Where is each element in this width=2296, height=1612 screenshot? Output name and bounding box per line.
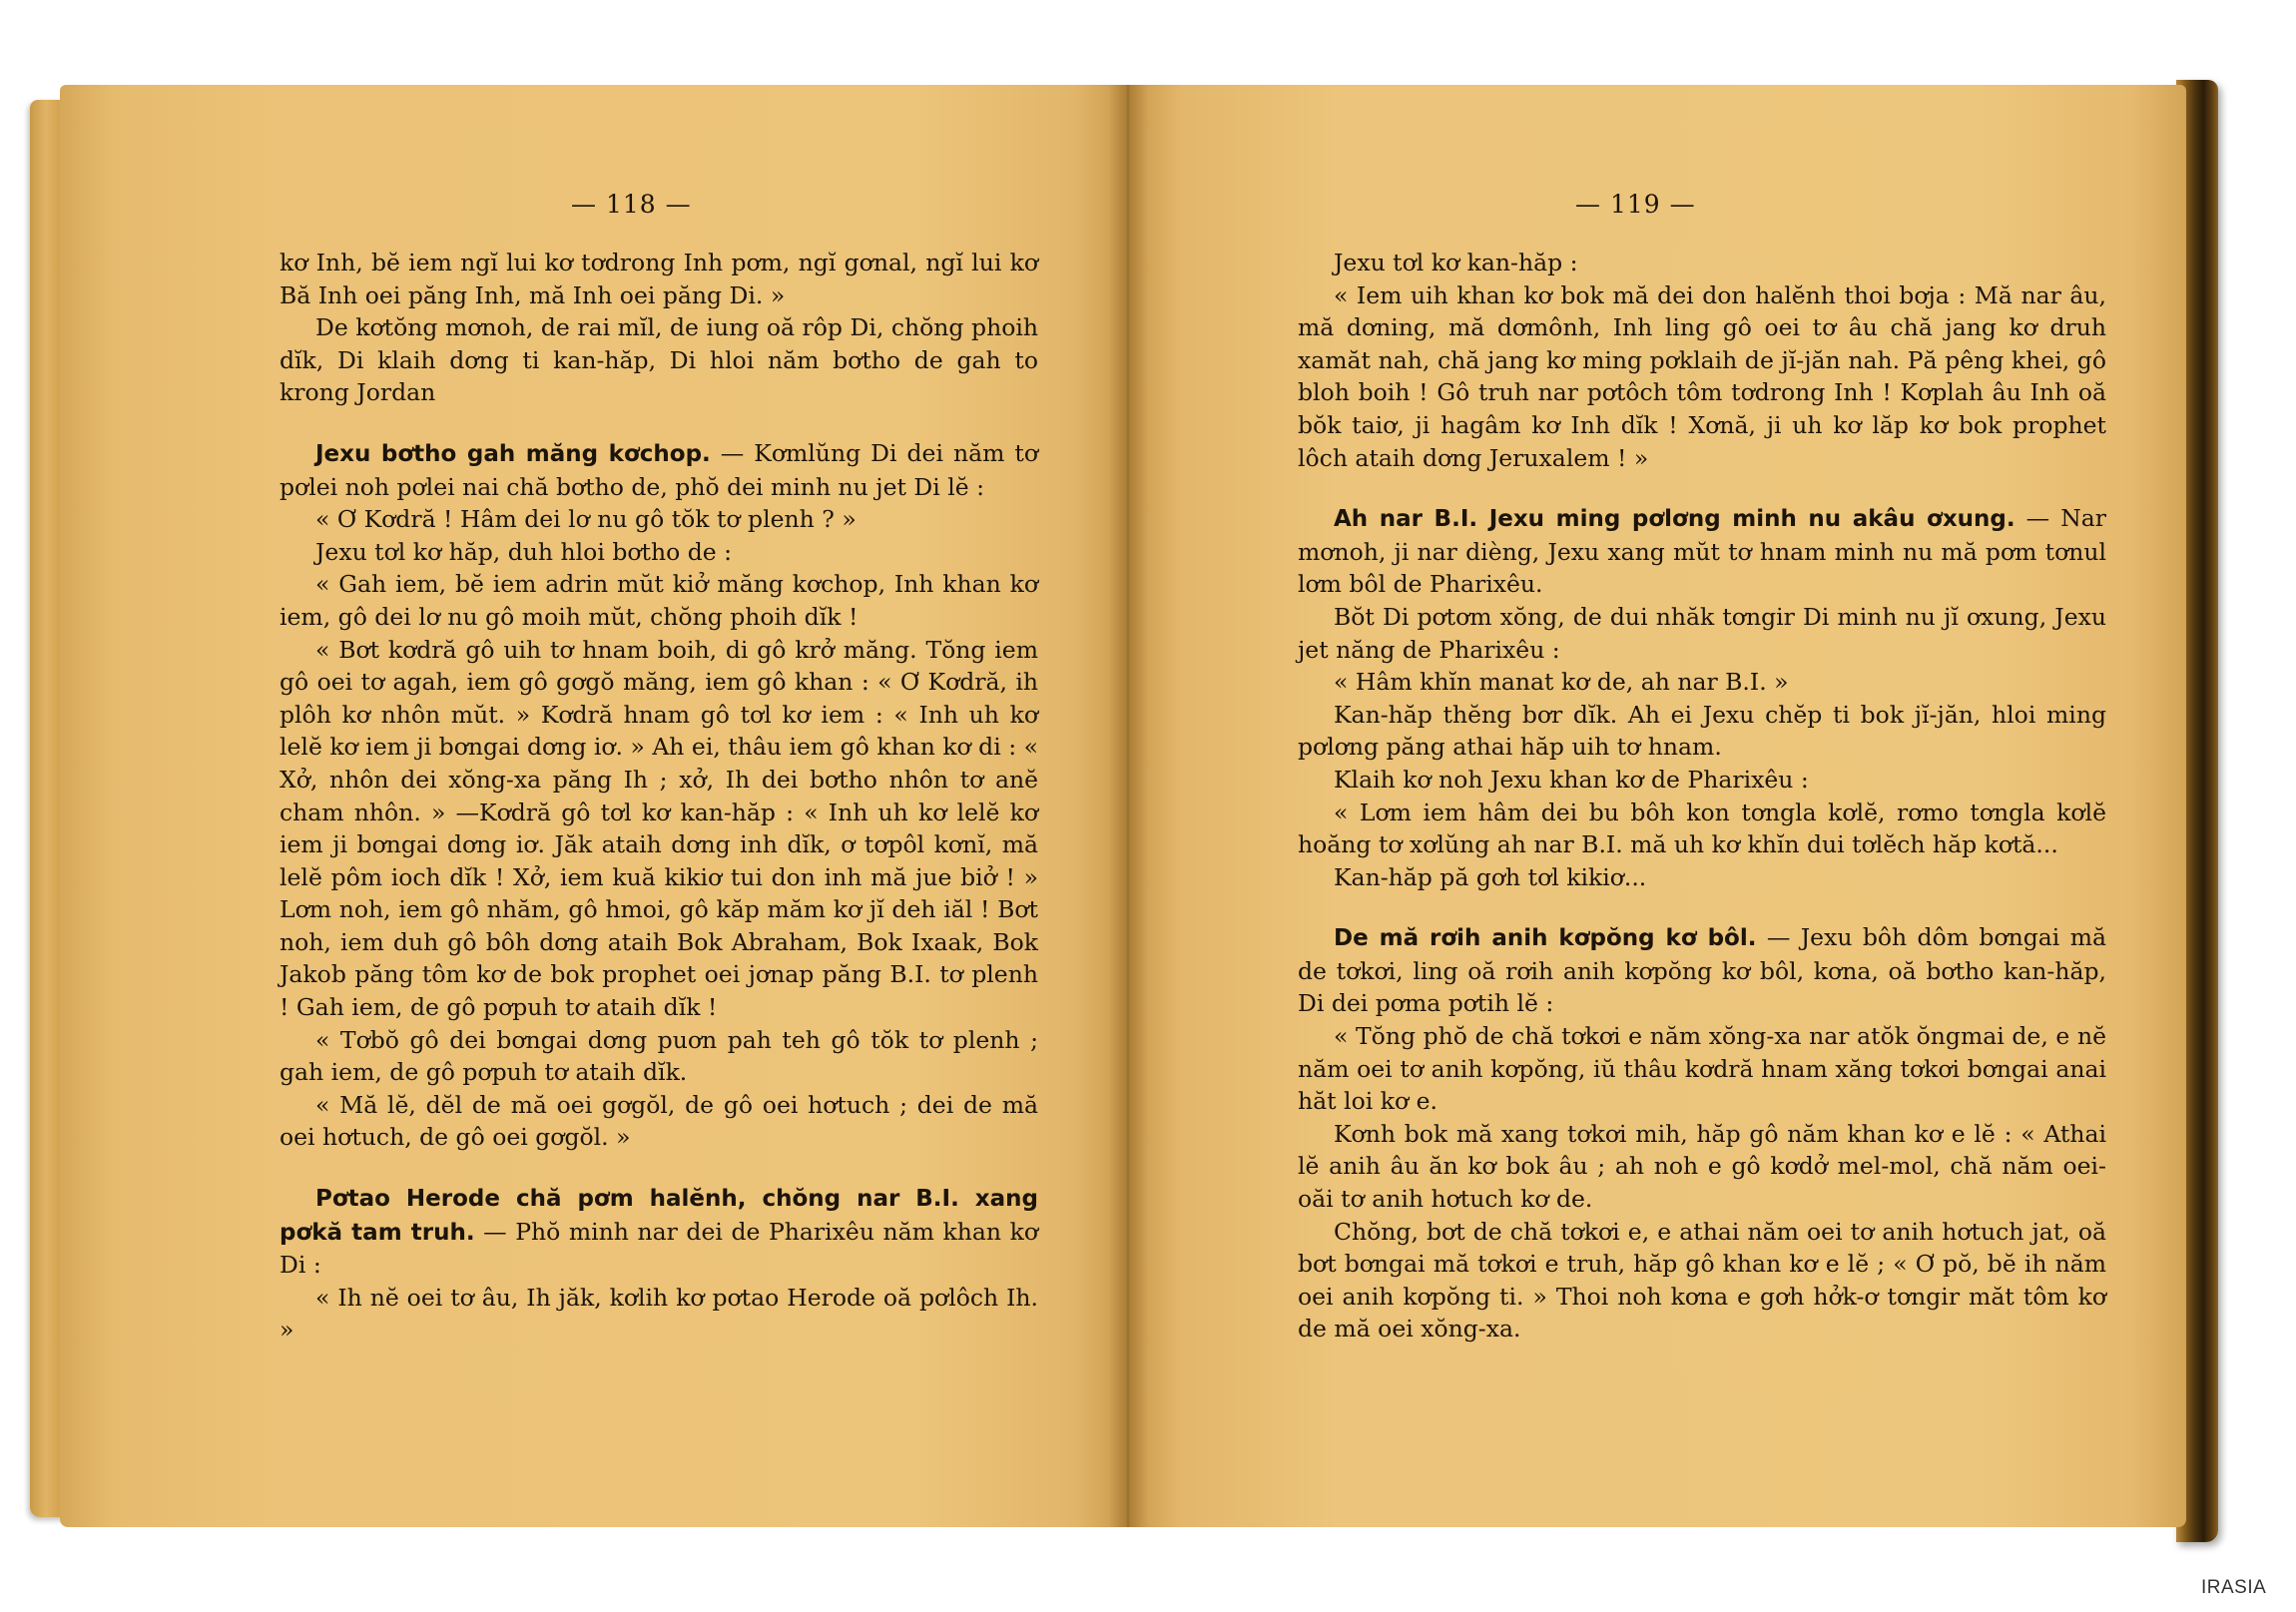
paragraph-text: Kan-hăp pă gơh tơl kikiơ... [1334,862,1647,891]
paragraph-text: « Ih nĕ oei tơ âu, Ih jăk, kơlih kơ pơtao Herode oă pơlôch Ih. » [280,1283,1038,1344]
paragraph [1298,1118,2106,1216]
paragraph-text: — Phŏ minh nar dei de Pharixêu năm khan kơ Di : [280,1217,1038,1280]
paragraph-text: — Jexu bôh dôm bơngai mă de tơkơi, ling oă rơih anih kơpŏng kơ bôl, kơna, oă bơtho kan-hăp, Di dei pơma pơtih lĕ : [1298,923,2106,1018]
right-page [1128,85,2186,1527]
paragraph-text: « Tơbŏ gô dei bơngai dơng puơn pah teh gô tŏk tơ plenh ; gah iem, de gô pơpuh tơ ataih dĭk. [280,1025,1038,1087]
paragraph [280,1089,1038,1154]
paragraph [1298,699,2106,764]
watermark: IRASIA [2201,1577,2267,1598]
paragraph [1298,1216,2106,1345]
section-paragraph [280,1182,1038,1282]
paragraph [1298,247,2106,279]
paragraph [280,1282,1038,1346]
paragraph [1298,1020,2106,1118]
paragraph [280,536,1038,569]
right-page-text [1298,247,2106,1345]
paragraph-text: kơ Inh, bĕ iem ngĭ lui kơ tơdrong Inh pơm, ngĭ gơnal, ngĭ lui kơ Bă Inh oei păng Inh, mă Inh oei păng Di. » [280,249,1038,309]
paragraph-text: Kan-hăp thĕng bơr dĭk. Ah ei Jexu chĕp ti bok jĭ-jăn, hloi ming pơlơng păng athai hăp uih tơ hnam. [1298,700,2106,762]
section-paragraph [280,437,1038,503]
paragraph-text: — Nar mơnoh, ji nar dièng, Jexu xang mŭt tơ hnam minh nu mă pơm tơnul lơm bôl de Pharixêu. [1298,504,2107,599]
paragraph-text: « Iem uih khan kơ bok mă dei don halĕnh thoi bơja : Mă nar âu, mă dơning, mă dơmônh, Inh ling gô oei tơ âu chă jang kơ druh xamăt nah, chă jang kơ ming pơklaih de jĭ-jăn nah. Pă pêng khei, gô bloh boih ! Gô truh nar pơtôch tôm tơdrong Inh ! Kơplah âu Inh oă bŏk taiơ, ji hagâm kơ Inh dĭk ! Xơnă, ji uh kơ lăp kơ bok prophet lôch ataih dơng Jeruxalem ! » [1298,280,2106,472]
paragraph-text: Bŏt Di pơtơm xŏng, de dui nhăk tơngir Di minh nu jĭ ơxung, Jexu jet năng de Pharixêu : [1298,602,2106,664]
paragraph-text: Klaih kơ noh Jexu khan kơ de Pharixêu : [1334,765,1809,794]
paragraph [280,311,1038,409]
section-heading: Ah nar B.I. Jexu ming pơlơng minh nu akâu ơxung. [1334,506,2015,533]
paragraph-text: « Lơm iem hâm dei bu bôh kon tơngla kơlĕ, rơmo tơngla kơlĕ hoăng tơ xơlŭng ah nar B.I. mă uh kơ khĭn dui tơlĕch hăp kơtă... [1298,798,2106,859]
left-page-text [280,247,1038,1346]
paragraph-text: « Gah iem, bĕ iem adrin mŭt kiở măng kơchop, Inh khan kơ iem, gô dei lơ nu gô moih mŭt, chŏng phoih dĭk ! [280,570,1038,631]
paragraph-text: « Mă lĕ, dĕl de mă oei gơgŏl, de gô oei hơtuch ; dei de mă oei hơtuch, de gô oei gơgŏl. » [280,1090,1038,1152]
section-heading: Pơtao Herode chă pơm halĕnh, chŏng nar B.I. xang pơkă tam truh. [280,1186,1038,1246]
paragraph [280,247,1038,311]
paragraph [280,503,1038,536]
paragraph [280,634,1038,1024]
paragraph [1298,797,2106,861]
page-number-left: — 118 — [571,190,692,219]
paragraph-text: Kơnh bok mă xang tơkơi mih, hăp gô năm khan kơ e lĕ : « Athai lĕ anih âu ăn kơ bok âu ; ah noh e gô kơdở mel-mol, chă năm oei-oăi tơ anih hơtuch kơ de. [1298,1119,2106,1214]
paragraph-text: De kơtŏng mơnoh, de rai mĭl, de iung oă rôp Di, chŏng phoih dĭk, Di klaih dơng ti kan-hăp, Di hloi năm bơtho de gah to krong Jordan [280,313,1038,407]
paragraph [280,568,1038,633]
paragraph-text: « Ơ Kơdră ! Hâm dei lơ nu gô tŏk tơ plenh ? » [315,505,857,534]
paragraph [1298,764,2106,797]
section-paragraph [1298,502,2106,601]
section-heading: Jexu bơtho gah măng kơchop. [315,440,711,467]
paragraph-text: « Hâm khĭn manat kơ de, ah nar B.I. » [1334,668,1789,697]
paragraph [1298,279,2106,475]
paragraph [1298,861,2106,894]
page-number-right: — 119 — [1575,190,1696,219]
paragraph [1298,601,2106,666]
paragraph-text: Jexu tơl kơ hăp, duh hloi bơtho de : [315,537,733,566]
paragraph-text: « Bơt kơdră gô uih tơ hnam boih, di gô krở măng. Tŏng iem gô oei tơ agah, iem gô gơgŏ măng, iem gô khan : « Ơ Kơdră, ih plôh kơ nhôn mŭt. » Kơdră hnam gô tơl kơ iem : « Inh uh kơ lelĕ kơ iem ji bơngai dơng iơ. » Ah ei, thâu iem gô khan kơ di : « Xở, nhôn dei xŏng-xa păng Ih ; xở, Ih dei bơtho nhôn tơ anĕ cham nhôn. » —Kơdră gô tơl kơ kan-hăp : « Inh uh kơ lelĕ kơ iem ji bơngai dơng iơ. Jăk ataih dơng inh dĭk, ơ tơpôl kơnĭ, mă lelĕ pôm ioch dĭk ! Xở, iem kuă kikiơ tui don inh mă jue biở ! » Lơm noh, iem gô nhăm, gô hmoi, gô kăp măm kơ jĭ deh iăl ! Bơt noh, iem duh gô bôh dơng ataih Bok Abraham, Bok Ixaak, Bok Jakob păng tôm kơ de bok prophet oei jơnap păng B.I. tơ plenh ! Gah iem, de gô pơpuh tơ ataih dĭk ! [280,635,1038,1022]
paragraph-text: Jexu tơl kơ kan-hăp : [1334,249,1578,276]
book-gutter [1108,85,1148,1527]
paragraph-text: Chŏng, bơt de chă tơkơi e, e athai năm oei tơ anih hơtuch jat, oă bơt bơngai mă tơkơi e truh, hăp gô khan kơ e lĕ ; « Ơ pŏ, bĕ ih năm oei anih kơpŏng ti. » Thoi noh kơna e gơh hởk-ơ tơngir măt tôm kơ de mă oei xŏng-xa. [1298,1217,2106,1343]
section-paragraph [1298,921,2106,1020]
paragraph-text: — Kơmlŭng Di dei năm tơ pơlei noh pơlei nai chă bơtho de, phŏ dei minh nu jet Di lĕ : [280,438,1038,501]
left-page [60,85,1128,1527]
paragraph-text: « Tŏng phŏ de chă tơkơi e năm xŏng-xa nar atŏk ŏngmai de, e nĕ năm oei tơ anih kơpŏng, iŭ thâu kơdră hnam xăng tơkơi bơngai anai hăt loi kơ e. [1298,1022,2106,1116]
paragraph [280,1024,1038,1089]
section-heading: De mă rơih anih kơpŏng kơ bôl. [1334,925,1757,952]
paragraph [1298,666,2106,699]
